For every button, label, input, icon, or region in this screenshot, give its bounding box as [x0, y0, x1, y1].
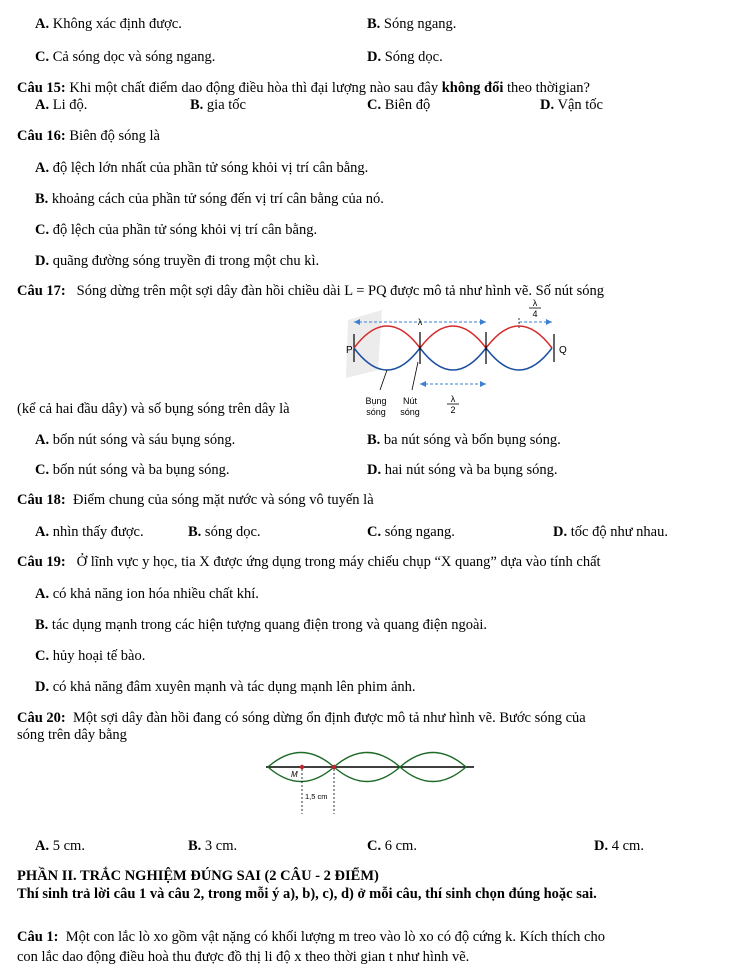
q14-option-a: A. Không xác định được.	[35, 16, 182, 32]
p2-q1-stem: Câu 1: Một con lắc lò xo gồm vật nặng có khối lượng m treo vào lò xo có độ cứng k. Kích thích cho	[17, 929, 605, 945]
quarter-lambda-den: 4	[532, 309, 538, 319]
q16-option-d: D. quãng đường sóng truyền đi trong một chu kì.	[35, 253, 320, 269]
q14-option-c: C. Cả sóng dọc và sóng ngang.	[35, 49, 216, 65]
q18-stem: Câu 18: Điểm chung của sóng mặt nước và sóng vô tuyến là	[17, 492, 374, 508]
q17-option-a: A. bốn nút sóng và sáu bụng sóng.	[35, 432, 236, 448]
half-lambda-arrow-right-head	[480, 381, 486, 387]
q20-option-c: C. 6 cm.	[367, 838, 417, 854]
wave-red	[354, 326, 552, 348]
standing-wave-figure-m	[262, 744, 478, 816]
q15-stem: Câu 15: Khi một chất điểm dao động điều hòa thì đại lượng nào sau đây không đổi theo thờigian?	[17, 80, 590, 96]
q20-stem-cont: sóng trên dây bằng	[17, 727, 127, 743]
q17-stem: Câu 17: Sóng dừng trên một sợi dây đàn hồi chiều dài L = PQ được mô tả như hình vẽ. Số nút sóng	[17, 283, 605, 299]
node-pointer	[412, 362, 418, 390]
q16-option-c: C. độ lệch của phần tử sóng khỏi vị trí cân bằng.	[35, 222, 318, 238]
antinode-pointer	[380, 370, 387, 390]
q15-option-a: A. Li độ.	[35, 97, 88, 113]
node-point	[332, 765, 336, 769]
q18-option-b: B. sóng dọc.	[188, 524, 261, 540]
q14-option-b: B. Sóng ngang.	[367, 16, 457, 32]
label-bung-song: sóng	[366, 407, 386, 417]
wave-blue	[354, 348, 552, 370]
q19-option-b: B. tác dụng mạnh trong các hiện tượng quang điện trong và quang điện ngoài.	[35, 617, 488, 633]
q16-option-a: A. độ lệch lớn nhất của phần tử sóng khỏi vị trí cân bằng.	[35, 160, 369, 176]
q20-stem: Câu 20: Một sợi dây đàn hồi đang có sóng dừng ổn định được mô tả như hình vẽ. Bước sóng của	[17, 710, 586, 726]
q16-option-b: B. khoảng cách của phần tử sóng đến vị trí cân bằng của nó.	[35, 191, 384, 207]
q19-stem: Câu 19: Ở lĩnh vực y học, tia X được ứng dụng trong máy chiếu chụp “X quang” dựa vào tính chất	[17, 554, 601, 570]
part2-heading: PHẦN II. TRẮC NGHIỆM ĐÚNG SAI (2 CÂU - 2 ĐIỂM)	[17, 868, 379, 884]
end-label-q: Q	[559, 345, 567, 356]
q17-option-d: D. hai nút sóng và ba bụng sóng.	[367, 462, 558, 478]
q19-option-d: D. có khả năng đâm xuyên mạnh và tác dụng mạnh lên phim ảnh.	[35, 679, 416, 695]
end-label-p: P	[346, 345, 353, 356]
point-m-label: M	[291, 770, 298, 779]
q15-option-d: D. Vận tốc	[540, 97, 603, 113]
q20-option-b: B. 3 cm.	[188, 838, 238, 854]
q18-option-a: A. nhìn thấy được.	[35, 524, 144, 540]
quarter-lambda-num: λ	[532, 298, 538, 308]
label-nut-song: sóng	[400, 407, 420, 417]
q16-stem: Câu 16: Biên độ sóng là	[17, 128, 160, 144]
q17-option-c: C. bốn nút sóng và ba bụng sóng.	[35, 462, 230, 478]
q15-option-c: C. Biên độ	[367, 97, 431, 113]
q19-option-a: A. có khả năng ion hóa nhiều chất khí.	[35, 586, 259, 602]
q20-option-a: A. 5 cm.	[35, 838, 85, 854]
q15-option-b: B. gia tốc	[190, 97, 246, 113]
p2-q1-stem-cont: con lắc dao động điều hoà thu được đồ thị li độ x theo thời gian t như hình vẽ.	[17, 949, 470, 965]
label-nut: Nút	[402, 396, 418, 406]
wave-lower	[268, 767, 466, 782]
q18-option-c: C. sóng ngang.	[367, 524, 455, 540]
lambda-arrow-right-head	[480, 319, 486, 325]
wave-upper	[268, 753, 466, 768]
q17-stem-cont: (kể cả hai đầu dây) và số bụng sóng trên dây là	[17, 401, 290, 417]
quarter-lambda-arrow-head	[546, 319, 552, 325]
q17-option-b: B. ba nút sóng và bốn bụng sóng.	[367, 432, 561, 448]
q20-option-d: D. 4 cm.	[594, 838, 644, 854]
lambda-label: λ	[417, 317, 423, 327]
half-lambda-den: 2	[450, 405, 456, 415]
half-lambda-num: λ	[450, 394, 456, 404]
distance-label: 1,5 cm	[305, 792, 328, 801]
q19-option-c: C. hủy hoại tế bào.	[35, 648, 146, 664]
q18-option-d: D. tốc độ như nhau.	[553, 524, 668, 540]
q14-option-d: D. Sóng dọc.	[367, 49, 443, 65]
label-bung: Bụng	[365, 396, 387, 406]
half-lambda-arrow-left-head	[420, 381, 426, 387]
part2-instructions: Thí sinh trả lời câu 1 và câu 2, trong mỗi ý a), b), c), d) ở mỗi câu, thí sinh chọn đúng hoặc sai.	[17, 886, 597, 902]
standing-wave-figure-pq	[338, 298, 570, 424]
point-m	[300, 765, 304, 769]
